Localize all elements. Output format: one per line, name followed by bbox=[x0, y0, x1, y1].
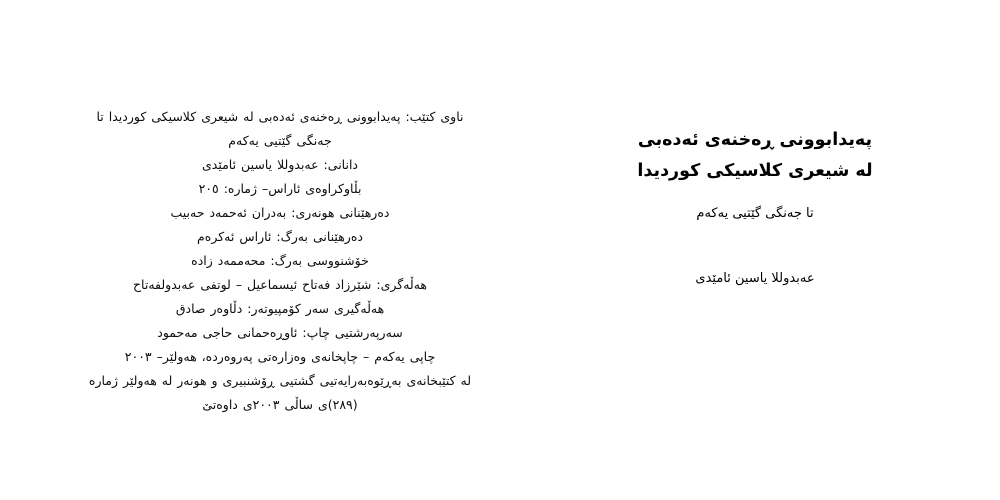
colophon-line-book-title-2: جەنگی گێتیی یەکەم bbox=[228, 133, 332, 148]
colophon-line-print-supervisor: سەرپەرشتیی چاپ: ئاوڕەحمانی حاجی مەحمود bbox=[157, 325, 403, 340]
book-main-title-line-2: لە شیعری کلاسیکی کوردیدا bbox=[637, 160, 873, 181]
colophon-block bbox=[85, 105, 475, 417]
book-author: عەبدوللا یاسین ئامێدی bbox=[695, 271, 815, 287]
title-page-block bbox=[565, 125, 945, 290]
book-main-title bbox=[565, 125, 945, 186]
colophon-line-cover-calligraphy: خۆشنووسی بەرگ: محەممەد زادە bbox=[191, 253, 369, 268]
colophon-line-deposit-library: لە کتێبخانەی بەڕێوەبەرایەتیی گشتیی ڕۆشنبیری و هونەر لە هەولێر ژمارە bbox=[88, 373, 472, 388]
colophon-line-art-director: دەرهێنانی هونەری: بەدران ئەحمەد حەبیب bbox=[170, 205, 390, 220]
colophon-line-author: دانانی: عەبدوللا یاسین ئامێدی bbox=[201, 157, 358, 172]
colophon-line-edition-printer: چاپی یەکەم – چاپخانەی وەزارەتی پەروەردە، هەولێر– ٢٠٠٣ bbox=[124, 349, 436, 364]
colophon-line-cover-design: دەرهێنانی بەرگ: ئاراس ئەکرەم bbox=[197, 229, 363, 244]
colophon-line-deposit-number: (٢٨٩)ی ساڵی ٢٠٠٣ی داوەتێ bbox=[202, 397, 358, 412]
colophon-line-computer-proofreader: هەڵەگیری سەر کۆمپیوتەر: دڵاوەر صادق bbox=[175, 301, 385, 316]
colophon-line-proofreaders: هەڵەگری: شێرزاد فەتاح ئیسماعیل – لوتفی عەبدولفەتاح bbox=[132, 277, 428, 292]
colophon-line-book-title-1: ناوی کتێب: پەیدابوونی ڕەخنەی ئەدەبی لە شیعری کلاسیکی کوردیدا تا bbox=[96, 109, 464, 124]
book-subtitle: تا جەنگی گێتیی یەکەم bbox=[696, 206, 814, 222]
book-main-title-line-1: پەیدابوونی ڕەخنەی ئەدەبی bbox=[637, 130, 873, 150]
colophon-line-publisher-series: بڵاوکراوەی ئاراس– ژمارە: ٢٠٥ bbox=[198, 181, 362, 196]
